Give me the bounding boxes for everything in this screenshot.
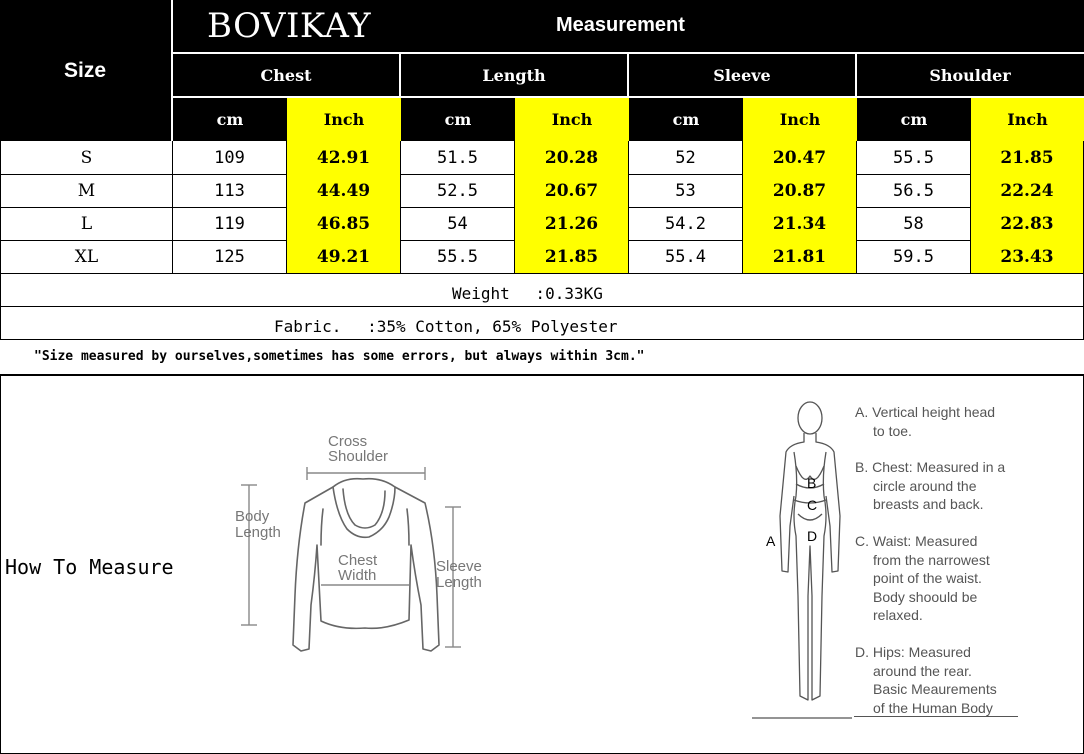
table-cell: 21.81 <box>743 240 857 274</box>
table-row-size: L <box>0 207 173 241</box>
table-cell: 20.67 <box>515 174 629 208</box>
group-header-chest: Chest <box>260 65 312 85</box>
table-cell: 21.26 <box>515 207 629 241</box>
instruction-line: point of the waist. <box>873 570 982 587</box>
table-cell: 23.43 <box>971 240 1084 274</box>
table-cell: 21.34 <box>743 207 857 241</box>
table-cell: 58 <box>857 207 971 241</box>
body-length-label-1: Body <box>235 508 270 525</box>
table-cell: 109 <box>173 141 287 175</box>
instruction-line: C. Waist: Measured <box>855 532 978 549</box>
table-cell: 119 <box>173 207 287 241</box>
table-cell: 49.21 <box>287 240 401 274</box>
table-cell: 54 <box>401 207 515 241</box>
how-to-measure-label: How To Measure <box>5 555 174 579</box>
table-cell: 113 <box>173 174 287 208</box>
fabric-row <box>0 307 1084 340</box>
instruction-block <box>855 403 1055 440</box>
unit-header-cm: cm <box>216 110 244 129</box>
table-cell: 20.28 <box>515 141 629 175</box>
instruction-line: around the rear. <box>873 662 972 679</box>
sleeve-length-label-2: Length <box>436 574 482 591</box>
body-label-b: B <box>807 475 817 491</box>
weight-row <box>0 274 1084 307</box>
unit-header-inch: Inch <box>287 98 401 141</box>
body-figure-diagram <box>752 396 852 721</box>
instruction-line: Body shoould be <box>873 588 978 605</box>
table-cell: 56.5 <box>857 174 971 208</box>
table-cell: 46.85 <box>287 207 401 241</box>
unit-header-cm: cm <box>444 110 472 129</box>
table-cell: 21.85 <box>971 141 1084 175</box>
body-label-a: A <box>766 533 776 549</box>
brand-logo: BOVIKAY <box>207 6 372 46</box>
table-cell: 125 <box>173 240 287 274</box>
table-cell: 55.5 <box>401 240 515 274</box>
group-header-shoulder: Shoulder <box>929 65 1011 85</box>
instruction-line: relaxed. <box>873 607 923 624</box>
table-row-size: XL <box>0 240 173 274</box>
table-cell: 20.47 <box>743 141 857 175</box>
note-text: "Size measured by ourselves,sometimes has some errors, but always within 3cm." <box>34 349 645 364</box>
unit-header-cm: cm <box>672 110 700 129</box>
body-label-c: C <box>807 497 818 513</box>
unit-header-cm: cm <box>900 110 928 129</box>
unit-header-inch: Inch <box>743 98 857 141</box>
unit-header-inch: Inch <box>515 98 629 141</box>
unit-header-inch: Inch <box>971 98 1084 141</box>
size-header-label: Size <box>63 58 107 82</box>
table-row-size: S <box>0 141 173 175</box>
measurement-title: Measurement <box>556 14 685 36</box>
body-label-d: D <box>807 528 818 544</box>
sleeve-length-label-1: Sleeve <box>436 558 482 575</box>
instruction-line: A. Vertical height head <box>855 404 996 420</box>
table-cell: 59.5 <box>857 240 971 274</box>
instruction-line: B. Chest: Measured in a <box>855 459 1006 476</box>
table-cell: 55.4 <box>629 240 743 274</box>
table-cell: 52.5 <box>401 174 515 208</box>
table-cell: 20.87 <box>743 174 857 208</box>
instruction-line: from the narrowest <box>873 551 990 568</box>
table-cell: 42.91 <box>287 141 401 175</box>
table-cell: 52 <box>629 141 743 175</box>
instruction-line: breasts and back. <box>873 496 984 513</box>
instruction-block <box>855 458 1055 514</box>
table-cell: 53 <box>629 174 743 208</box>
group-header-sleeve: Sleeve <box>713 65 771 85</box>
table-cell: 51.5 <box>401 141 515 175</box>
weight-text: Weight :0.33KG <box>452 284 603 303</box>
instruction-block <box>855 643 1055 717</box>
table-cell: 22.24 <box>971 174 1084 208</box>
fabric-text: Fabric. :35% Cotton, 65% Polyester <box>274 317 618 336</box>
table-cell: 55.5 <box>857 141 971 175</box>
table-cell: 22.83 <box>971 207 1084 241</box>
instruction-line: to toe. <box>873 422 912 439</box>
chest-width-label-2: Width <box>338 567 377 584</box>
chest-width-label-1: Chest <box>338 552 378 569</box>
table-cell: 21.85 <box>515 240 629 274</box>
instruction-line: Basic Meaurements <box>873 681 997 698</box>
instruction-line: of the Human Body <box>873 699 993 716</box>
body-length-label-2: Length <box>235 524 281 541</box>
table-cell: 54.2 <box>629 207 743 241</box>
note-row <box>0 340 1084 376</box>
group-header-length: Length <box>482 65 546 85</box>
table-row-size: M <box>0 174 173 208</box>
cross-shoulder-label-2: Shoulder <box>328 448 389 465</box>
instruction-block <box>855 532 1055 625</box>
cross-shoulder-label-1: Cross <box>328 433 368 450</box>
instruction-line: circle around the <box>873 477 977 494</box>
table-cell: 44.49 <box>287 174 401 208</box>
garment-diagram <box>225 425 505 665</box>
size-header <box>0 0 170 141</box>
instruction-line: D. Hips: Measured <box>855 643 971 660</box>
measurement-instructions <box>855 403 1055 717</box>
